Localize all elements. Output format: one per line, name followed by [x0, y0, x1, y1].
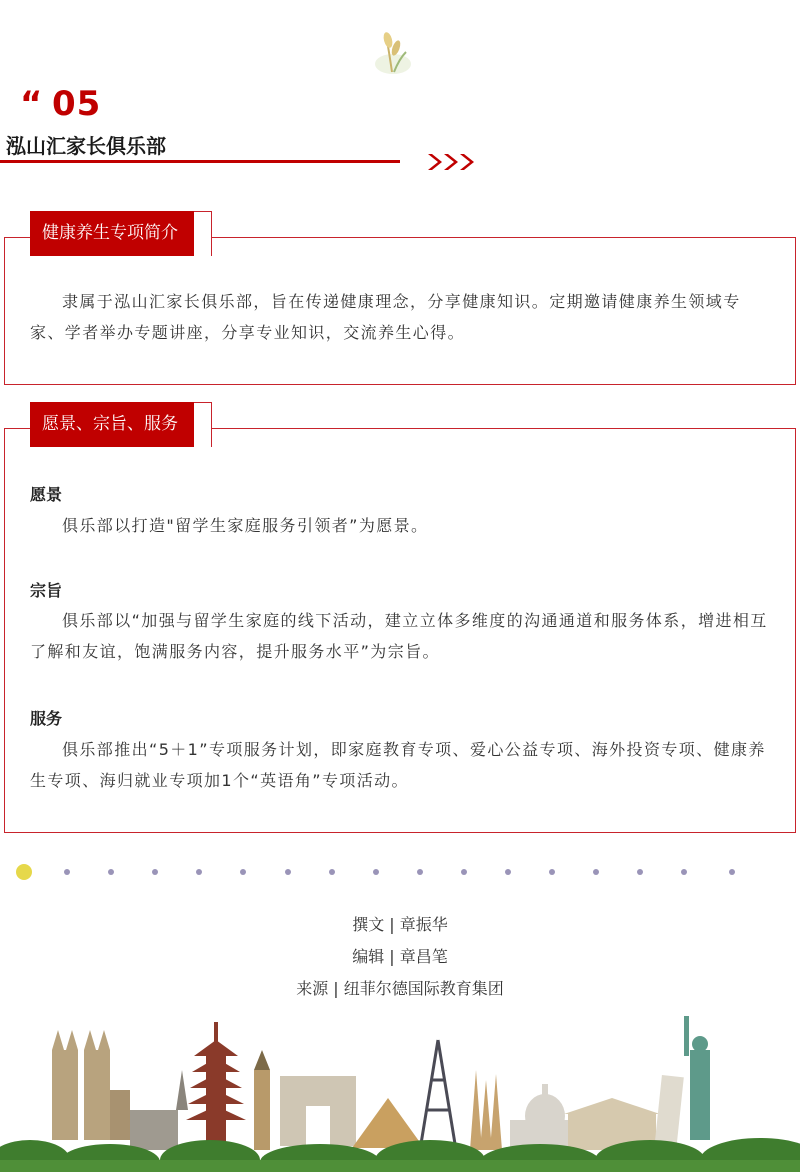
- divider-dot: [729, 869, 735, 875]
- section-title: 泓山汇家长俱乐部: [6, 134, 166, 158]
- divider-dot: [329, 869, 335, 875]
- section-number: 05: [52, 84, 102, 124]
- divider-dot: [549, 869, 555, 875]
- divider-dot-active: [16, 864, 32, 880]
- divider-dot: [681, 869, 687, 875]
- divider-dot: [505, 869, 511, 875]
- divider-dot: [64, 869, 70, 875]
- intro-paragraph: 隶属于泓山汇家长俱乐部，旨在传递健康理念，分享健康知识。定期邀请健康养生领域专家、学者举办专题讲座，分享专业知识，交流养生心得。: [30, 292, 741, 342]
- service-paragraph: 俱乐部推出“5＋1”专项服务计划，即家庭教育专项、爱心公益专项、海外投资专项、健康养生专项、海归就业专项加1个“英语角”专项活动。: [30, 740, 766, 790]
- divider-dot: [152, 869, 158, 875]
- service-heading: 服务: [30, 709, 63, 728]
- statue-of-liberty-landmark: [684, 1016, 710, 1140]
- title-underline: [0, 160, 400, 163]
- eiffel-tower-landmark: [420, 1040, 456, 1150]
- purpose-paragraph: 俱乐部以“加强与留学生家庭的线下活动，建立立体多维度的沟通通道和服务体系，增进相互了解和友谊，饱满服务内容，提升服务水平”为宗旨。: [30, 611, 768, 661]
- wheat-leaf-icon: [372, 28, 414, 76]
- vision-heading: 愿景: [30, 485, 63, 504]
- divider-dot: [373, 869, 379, 875]
- pyramid-landmark: [352, 1098, 424, 1148]
- vision-paragraph: 俱乐部以打造"留学生家庭服务引领者”为愿景。: [62, 516, 429, 535]
- purpose-heading: 宗旨: [30, 581, 63, 600]
- abbey-landmark: [52, 1030, 130, 1140]
- divider-dot: [637, 869, 643, 875]
- divider-dot: [108, 869, 114, 875]
- source-credit: 来源 | 纽菲尔德国际教育集团: [296, 979, 504, 998]
- mission-tab-edge: [194, 402, 212, 447]
- intro-tab-edge: [194, 211, 212, 256]
- author-credit: 撰文 | 章振华: [352, 915, 448, 934]
- world-landmarks-illustration: [0, 1010, 800, 1172]
- editor-credit: 编辑 | 章昌笔: [352, 947, 448, 966]
- quote-mark: “: [20, 84, 43, 124]
- divider-dot: [240, 869, 246, 875]
- mission-tab: 愿景、宗旨、服务: [30, 402, 194, 447]
- intro-tab: 健康养生专项简介: [30, 211, 194, 256]
- pagoda-landmark: [186, 1022, 246, 1150]
- divider-dot: [285, 869, 291, 875]
- arch-landmark: [280, 1076, 356, 1146]
- divider-dot: [593, 869, 599, 875]
- divider-dot: [417, 869, 423, 875]
- divider-dot: [461, 869, 467, 875]
- dot-divider: [14, 862, 774, 882]
- divider-dot: [196, 869, 202, 875]
- double-chevron-right-icon: [426, 150, 474, 174]
